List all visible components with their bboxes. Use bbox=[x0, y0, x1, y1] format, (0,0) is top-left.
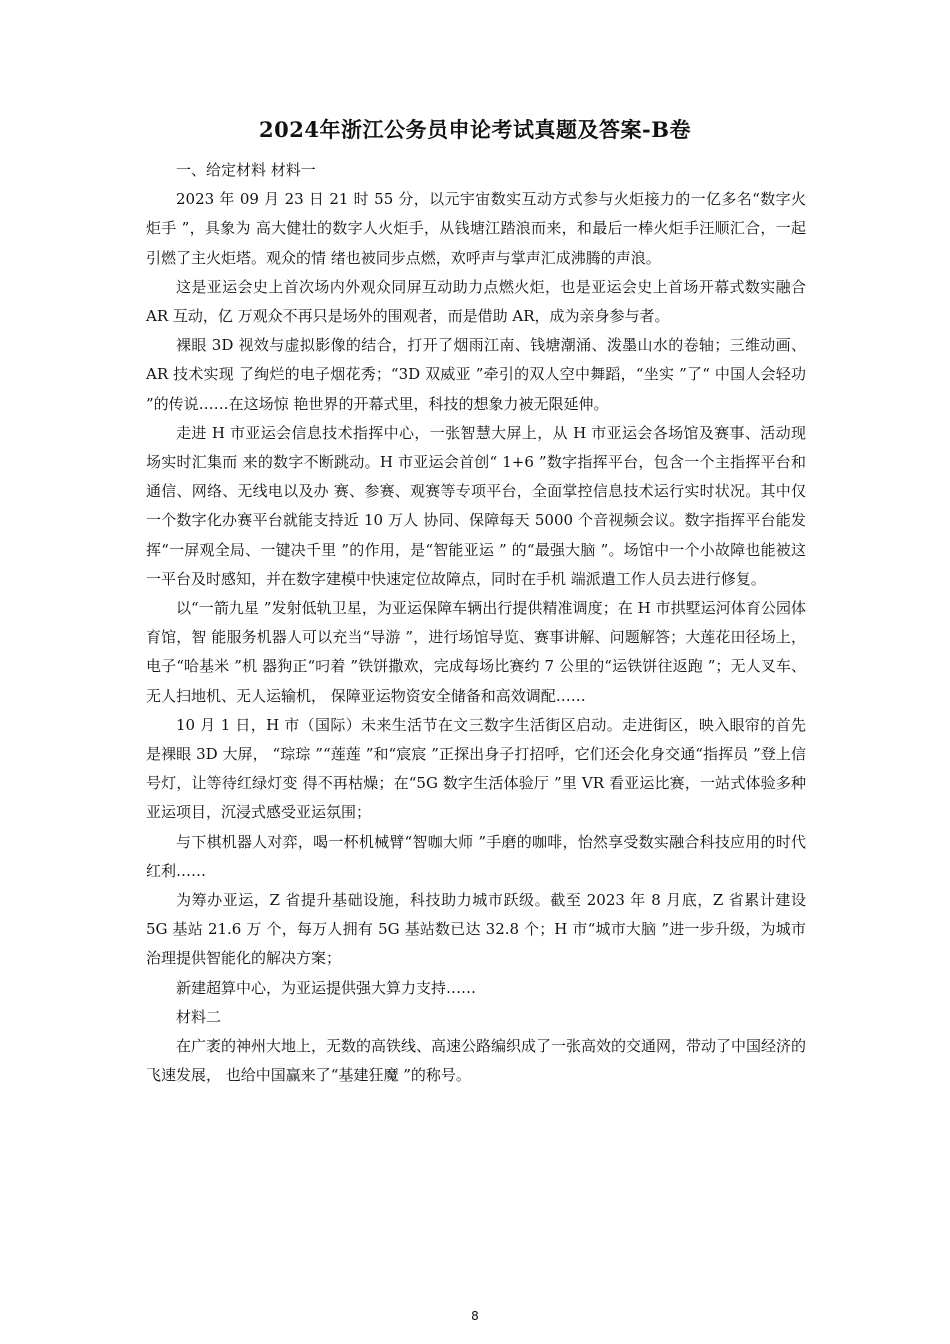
paragraph: 在广袤的神州大地上，无数的高铁线、高速公路编织成了一张高效的交通网，带动了中国经济的飞速发展， 也给中国赢来了“基建狂魔 ”的称号。 bbox=[146, 1037, 807, 1085]
paragraph: 以“一箭九星 ”发射低轨卫星，为亚运保障车辆出行提供精准调度；在 H 市拱墅运河体育公园体育馆，智 能服务机器人可以充当“导游 ”，进行场馆导览、赛事讲解、问题解答；大莲花田径场上， 电子“哈基米 ”机 器狗正“叼着 ”铁饼撒欢，完成每场比赛约 7 公里的“运铁饼往返跑 ”；无人叉车、无人扫地机、无人运输机， 保障亚运物资安全储备和高效调配…… bbox=[146, 599, 806, 705]
page-number: 8 bbox=[471, 1309, 479, 1323]
paragraph-material-heading: 材料二 bbox=[176, 1007, 222, 1026]
document-body bbox=[146, 156, 806, 1091]
paragraph: 与下棋机器人对弈，喝一杯机械臂“智咖大师 ”手磨的咖啡，怡然享受数实融合科技应用的时代红利…… bbox=[146, 832, 806, 880]
paragraph: 新建超算中心，为亚运提供强大算力支持…… bbox=[176, 978, 477, 997]
paragraph: 裸眼 3D 视效与虚拟影像的结合，打开了烟雨江南、钱塘潮涌、泼墨山水的卷轴；三维动画、AR 技术实现 了绚烂的电子烟花秀；“3D 双威亚 ”牵引的双人空中舞蹈，“坐实 ”了“ 中国人会轻功 ”的传说……在这场惊 艳世界的开幕式里，科技的想象力被无限延伸。 bbox=[146, 336, 806, 413]
page-title: 2024年浙江公务员申论考试真题及答案-B卷 bbox=[259, 117, 691, 142]
paragraph: 这是亚运会史上首次场内外观众同屏互动助力点燃火炬，也是亚运会史上首场开幕式数实融合 AR 互动，亿 万观众不再只是场外的围观者，而是借助 AR，成为亲身参与者。 bbox=[146, 277, 806, 326]
paragraph: 为筹办亚运，Z 省提升基础设施，科技助力城市跃级。截至 2023 年 8 月底，Z 省累计建设 5G 基站 21.6 万 个，每万人拥有 5G 基站数已达 32.8 个；H 市“城市大脑 ”进一步升级，为城市治理提供智能化的解决方案； bbox=[146, 891, 806, 968]
paragraph: 2023 年 09 月 23 日 21 时 55 分，以元宇宙数实互动方式参与火炬接力的一亿多名“数字火炬手 ”，具象为 高大健壮的数字人火炬手，从钱塘江踏浪而来，和最后一棒火炬手汪顺汇合，一起引燃了主火炬塔。观众的情 绪也被同步点燃，欢呼声与掌声汇成沸腾的声浪。 bbox=[146, 190, 806, 267]
paragraph-section-heading: 一、给定材料 材料一 bbox=[176, 161, 316, 179]
paragraph: 走进 H 市亚运会信息技术指挥中心，一张智慧大屏上，从 H 市亚运会各场馆及赛事、活动现场实时汇集而 来的数字不断跳动。H 市亚运会首创“ 1+6 ”数字指挥平台，包含一个主指挥平台和通信、网络、无线电以及办 赛、参赛、观赛等专项平台，全面掌控信息技术运行实时状况。其中仅一个数字化办赛平台就能支持近 10 万人 协同、保障每天 5000 个音视频会议。数字指挥平台能发挥“一屏观全局、一键决千里 ”的作用，是“智能亚运 ” 的“最强大脑 ”。场馆中一个小故障也能被这一平台及时感知，并在数字建模中快速定位故障点，同时在手机 端派遣工作人员去进行修复。 bbox=[146, 423, 806, 588]
paragraph: 10 月 1 日，H 市（国际）未来生活节在文三数字生活街区启动。走进街区，映入眼帘的首先是裸眼 3D 大屏， “琮琮 ”“莲莲 ”和“宸宸 ”正探出身子打招呼，它们还会化身交通“指挥员 ”登上信号灯，让等待红绿灯变 得不再枯燥；在“5G 数字生活体验厅 ”里 VR 看亚运比赛，一站式体验多种亚运项目，沉浸式感受亚运氛围； bbox=[146, 715, 806, 822]
